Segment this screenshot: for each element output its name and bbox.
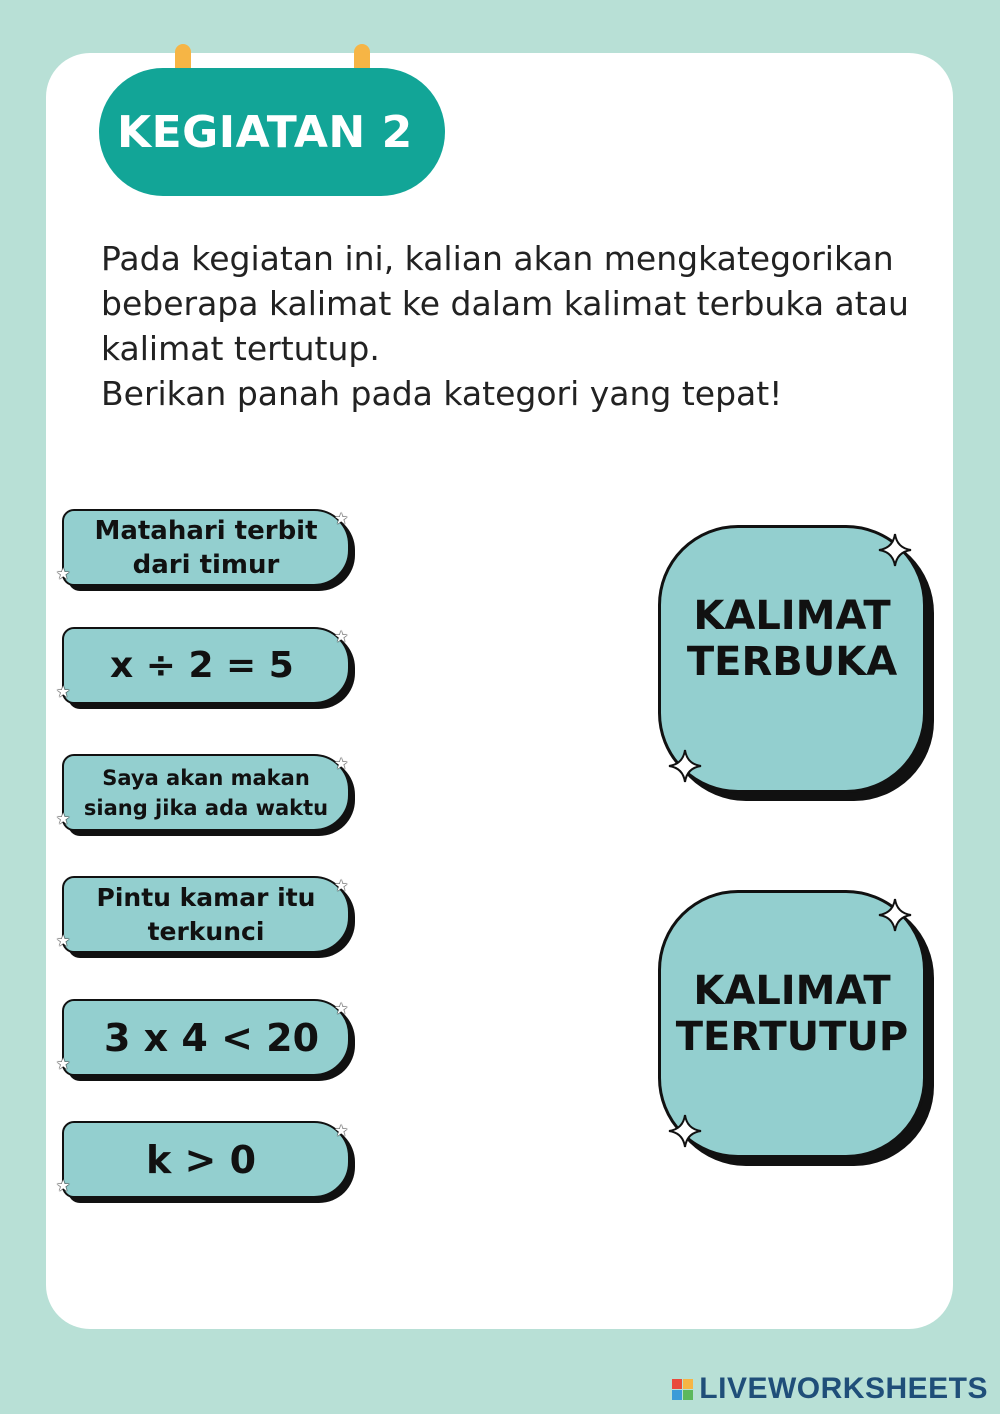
star-icon: ★ bbox=[56, 682, 71, 701]
page-title: KEGIATAN 2 bbox=[117, 106, 413, 158]
footer-brand[interactable] bbox=[672, 1372, 988, 1406]
star-icon: ★ bbox=[56, 1176, 71, 1195]
brand-name: LIVEWORKSHEETS bbox=[699, 1372, 988, 1405]
sentence-card-2[interactable] bbox=[56, 627, 350, 704]
instructions bbox=[101, 236, 941, 416]
sentence-label: 3 x 4 < 20 bbox=[62, 999, 350, 1076]
star-icon: ★ bbox=[334, 754, 349, 773]
star-icon: ★ bbox=[56, 564, 71, 583]
sentence-label: Matahari terbit dari timur bbox=[62, 509, 350, 586]
category-label: KALIMAT TERTUTUP bbox=[658, 890, 926, 1158]
star-icon: ★ bbox=[334, 509, 349, 528]
title-badge bbox=[99, 68, 445, 196]
sentence-label: k > 0 bbox=[62, 1121, 350, 1198]
category-label: KALIMAT TERBUKA bbox=[658, 525, 926, 793]
sentence-label: Saya akan makan siang jika ada waktu bbox=[62, 754, 350, 831]
star-icon: ★ bbox=[334, 627, 349, 646]
star-icon: ★ bbox=[56, 1054, 71, 1073]
sparkle-icon bbox=[878, 533, 912, 567]
sentence-card-4[interactable] bbox=[56, 876, 350, 953]
sentence-label: Pintu kamar itu terkunci bbox=[62, 876, 350, 953]
star-icon: ★ bbox=[334, 1121, 349, 1140]
category-open-sentence[interactable] bbox=[658, 525, 926, 793]
star-icon: ★ bbox=[334, 876, 349, 895]
sentence-card-3[interactable] bbox=[56, 754, 350, 831]
star-icon: ★ bbox=[56, 809, 71, 828]
instruction-task: Berikan panah pada kategori yang tepat! bbox=[101, 374, 783, 413]
sentence-card-5[interactable] bbox=[56, 999, 350, 1076]
star-icon: ★ bbox=[334, 999, 349, 1018]
instruction-paragraph: Pada kegiatan ini, kalian akan mengkategorikan beberapa kalimat ke dalam kalimat terbuka atau kalimat tertutup. bbox=[101, 239, 909, 368]
sentence-label: x ÷ 2 = 5 bbox=[62, 627, 350, 704]
liveworksheets-logo-icon bbox=[672, 1379, 693, 1400]
sparkle-icon bbox=[878, 898, 912, 932]
sentence-card-1[interactable] bbox=[56, 509, 350, 586]
sentence-card-6[interactable] bbox=[56, 1121, 350, 1198]
sparkle-icon bbox=[668, 1114, 702, 1148]
star-icon: ★ bbox=[56, 931, 71, 950]
sparkle-icon bbox=[668, 749, 702, 783]
category-closed-sentence[interactable] bbox=[658, 890, 926, 1158]
